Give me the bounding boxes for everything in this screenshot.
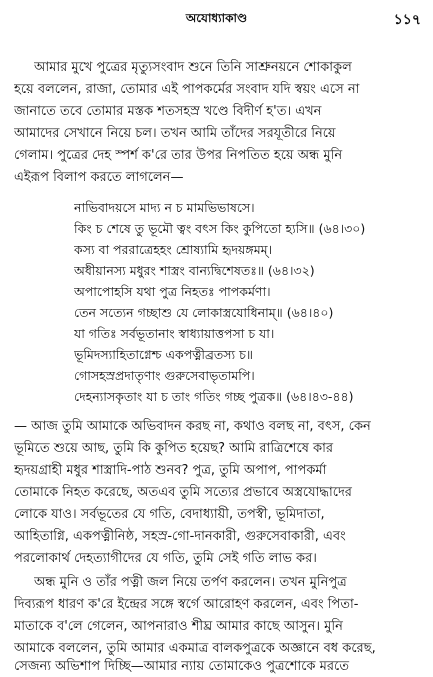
text-line: আমাদের সেখানে নিয়ে চল। তখন আমি তাঁদের সরযূতীরে নিয়ে (14, 126, 336, 141)
text-line: জানাতে তবে তোমার মস্তক শতসহস্র খণ্ডে বিদীর্ণ হ'ত। এখন (14, 104, 322, 119)
text-line: হৃদয়গ্রাহী মধুর শাস্ত্রাদি-পাঠ শুনব? পুত্র, তুমি অপাপ, পাপকর্মা (14, 463, 327, 478)
verse-line: অপাপোহসি যথা পুত্র নিহতঃ পাপকর্মণা। (74, 284, 271, 299)
text-line: হয়ে বললেন, রাজা, তোমার এই পাপকর্মের সংবাদ যদি স্বয়ং এসে না (14, 82, 360, 97)
text-line: অন্ধ মুনি ও তাঁর পত্নী জল নিয়ে তর্পণ করলেন। তখন মুনিপুত্র (34, 575, 347, 590)
verse-line: কিং চ শেষে তু ভূমৌ ত্বং বৎস কিং কুপিতো হ্যসি॥ (৬৪।৩০) (74, 221, 366, 236)
text-line: লোকে যাও। সর্বভূতের যে গতি, বেদাধ্যায়ী, তপস্বী, ভূমিদাতা, (14, 507, 325, 522)
text-line: সেজন্য অভিশাপ দিচ্ছি—আমার ন্যায় তোমাকেও পুত্রশোকে মরতে (14, 659, 350, 674)
verse-line: দেহন্যাসকৃতাং যা চ তাং গতিং গচ্ছ পুত্রক॥ (৬৪।৪৩-৪৪) (74, 389, 354, 404)
text-line: মাতাকে ব'লে গেলেন, আপনারাও শীঘ্র আমার কাছে আসুন। মুনি (14, 619, 343, 634)
text-line: আমার মুখে পুত্রের মৃত্যুসংবাদ শুনে তিনি সাশ্রুনয়নে শোকাকুল (34, 60, 352, 75)
text-line: তোমাকে নিহত করেছে, অতএব তুমি সত্যের প্রভাবে অস্ত্রযোদ্ধাদের (14, 485, 352, 500)
verse-line: অধীয়ানস্য মধুরং শাস্ত্রং বান্যদ্বিশেষতঃ॥ (৬৪।৩২) (74, 263, 315, 278)
verse-line: গোসহস্রপ্রদাতৃণাং গুরুসেবাভৃতামপি। (74, 368, 255, 383)
text-line: পরলোকার্থ দেহত্যাগীদের যে গতি, তুমি সেই গতি লাভ কর। (14, 551, 317, 566)
text-line: — আজ তুমি আমাকে অভিবাদন করছ না, কথাও বলছ না, বৎস, কেন (14, 419, 371, 434)
text-line: এইরূপ বিলাপ করতে লাগলেন— (14, 170, 184, 185)
text-line: গেলাম। পুত্রের দেহ স্পর্শ ক'রে তার উপর নিপতিত হয়ে অন্ধ মুনি (14, 148, 343, 163)
running-head: অযোধ্যাকাণ্ড (185, 11, 248, 25)
verse-line: তেন সত্যেন গচ্ছাশু যে লোকাস্ত্রযোধিনাম্॥ (৬৪।৪০) (74, 305, 334, 320)
verse-line: ভূমিদস্যাহিতাগ্নেশ্চ একপত্নীব্রতস্য চ॥ (74, 347, 253, 362)
text-line: আহিতাগ্নি, একপত্নীনিষ্ঠ, সহস্র-গো-দানকারী, গুরুসেবাকারী, এবং (14, 529, 346, 544)
text-line: আমাকে বললেন, তুমি আমার একমাত্র বালকপুত্রকে অজ্ঞানে বধ করেছ, (14, 641, 376, 656)
verse-line: কস্য বা পররাত্রেহহং শ্রোষ্যামি হৃদয়ঙ্গমম্। (74, 242, 273, 257)
text-line: ভূমিতে শুয়ে আছ, তুমি কি কুপিত হয়েছ? আমি রাত্রিশেষে কার (14, 441, 334, 456)
verse-line: নাভিবাদয়সে মাদ্য ন চ মামভিভাষসে। (74, 200, 255, 215)
page-header (0, 0, 433, 34)
text-line: দিব্যরূপ ধারণ ক'রে ইন্দ্রের সঙ্গে স্বর্গে আরোহণ করলেন, এবং পিতা- (14, 597, 359, 612)
verse-line: যা গতিঃ সর্বভূতানাং স্বাধ্যায়াত্তপসা চ যা। (74, 326, 275, 341)
page-number: ১১৭ (393, 12, 421, 28)
